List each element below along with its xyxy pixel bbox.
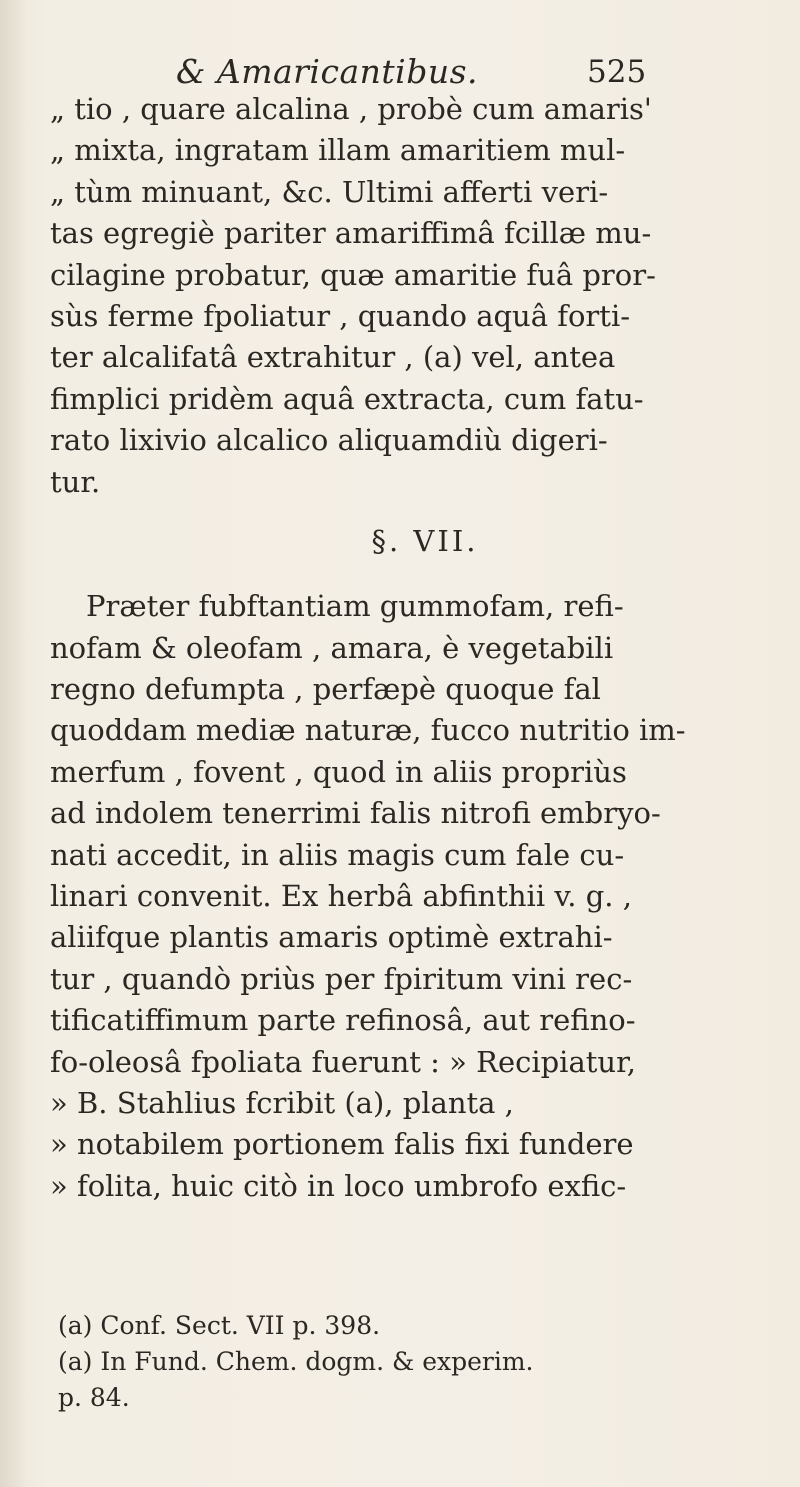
text-line: Præter fubftantiam gummofam, refi-: [86, 589, 624, 624]
text-line: sùs ferme fpoliatur , quando aquâ forti-: [50, 298, 631, 333]
text-line: nofam & oleofam , amara, è vegetabili: [50, 630, 614, 665]
text-line: rato lixivio alcalico aliquamdiù digeri-: [50, 423, 608, 458]
text-line: „ tio , quare alcalina , probè cum amaris': [50, 92, 652, 126]
text-line: linari convenit. Ex herbâ abfinthii v. g. ,: [50, 879, 632, 914]
footnote: (a) In Fund. Chem. dogm. & experim.: [58, 1347, 534, 1376]
section-heading: §. VII.: [371, 523, 479, 558]
footnote: (a) Conf. Sect. VII p. 398.: [58, 1311, 381, 1340]
text-line: tur.: [50, 464, 101, 499]
running-title: & Amaricantibus.: [176, 52, 479, 91]
page-number: 525: [587, 54, 647, 90]
text-line: cilagine probatur, quæ amaritie fuâ pror-: [50, 257, 656, 292]
text-line: „ tùm minuant, &c. Ultimi afferti veri-: [50, 174, 609, 209]
text-line: tas egregiè pariter amariffimâ fcillæ mu-: [50, 216, 652, 251]
text-line: tificatiffimum parte refinosâ, aut refino-: [50, 1003, 636, 1038]
text-line: aliifque plantis amaris optimè extrahi-: [50, 920, 613, 955]
text-line: » B. Stahlius fcribit (a), planta ,: [50, 1085, 514, 1120]
text-line: fo-oleosâ fpoliata fuerunt : » Recipiatur,: [50, 1044, 636, 1079]
footnote: p. 84.: [58, 1383, 130, 1412]
text-line: tur , quandò priùs per fpiritum vini rec-: [50, 961, 633, 996]
text-line: ter alcalifatâ extrahitur , (a) vel, antea: [50, 340, 616, 375]
main-text: [50, 89, 750, 1207]
text-line: ad indolem tenerrimi falis nitrofi embryo-: [50, 796, 661, 831]
text-line: fimplici pridèm aquâ extracta, cum fatu-: [50, 381, 644, 416]
text-line: quoddam mediæ naturæ, fucco nutritio im-: [50, 713, 686, 748]
text-line: merfum , fovent , quod in aliis propriùs: [50, 754, 627, 789]
text-line: nati accedit, in aliis magis cum fale cu-: [50, 837, 625, 872]
footnotes: [58, 1308, 758, 1416]
text-line: » notabilem portionem falis fixi fundere: [50, 1127, 634, 1162]
text-line: „ mixta, ingratam illam amaritiem mul-: [50, 133, 626, 168]
text-line: » folita, huic citò in loco umbrofo exfic-: [50, 1168, 627, 1203]
text-line: regno defumpta , perfæpè quoque fal: [50, 672, 601, 707]
page-fold-shadow: [0, 0, 28, 1487]
